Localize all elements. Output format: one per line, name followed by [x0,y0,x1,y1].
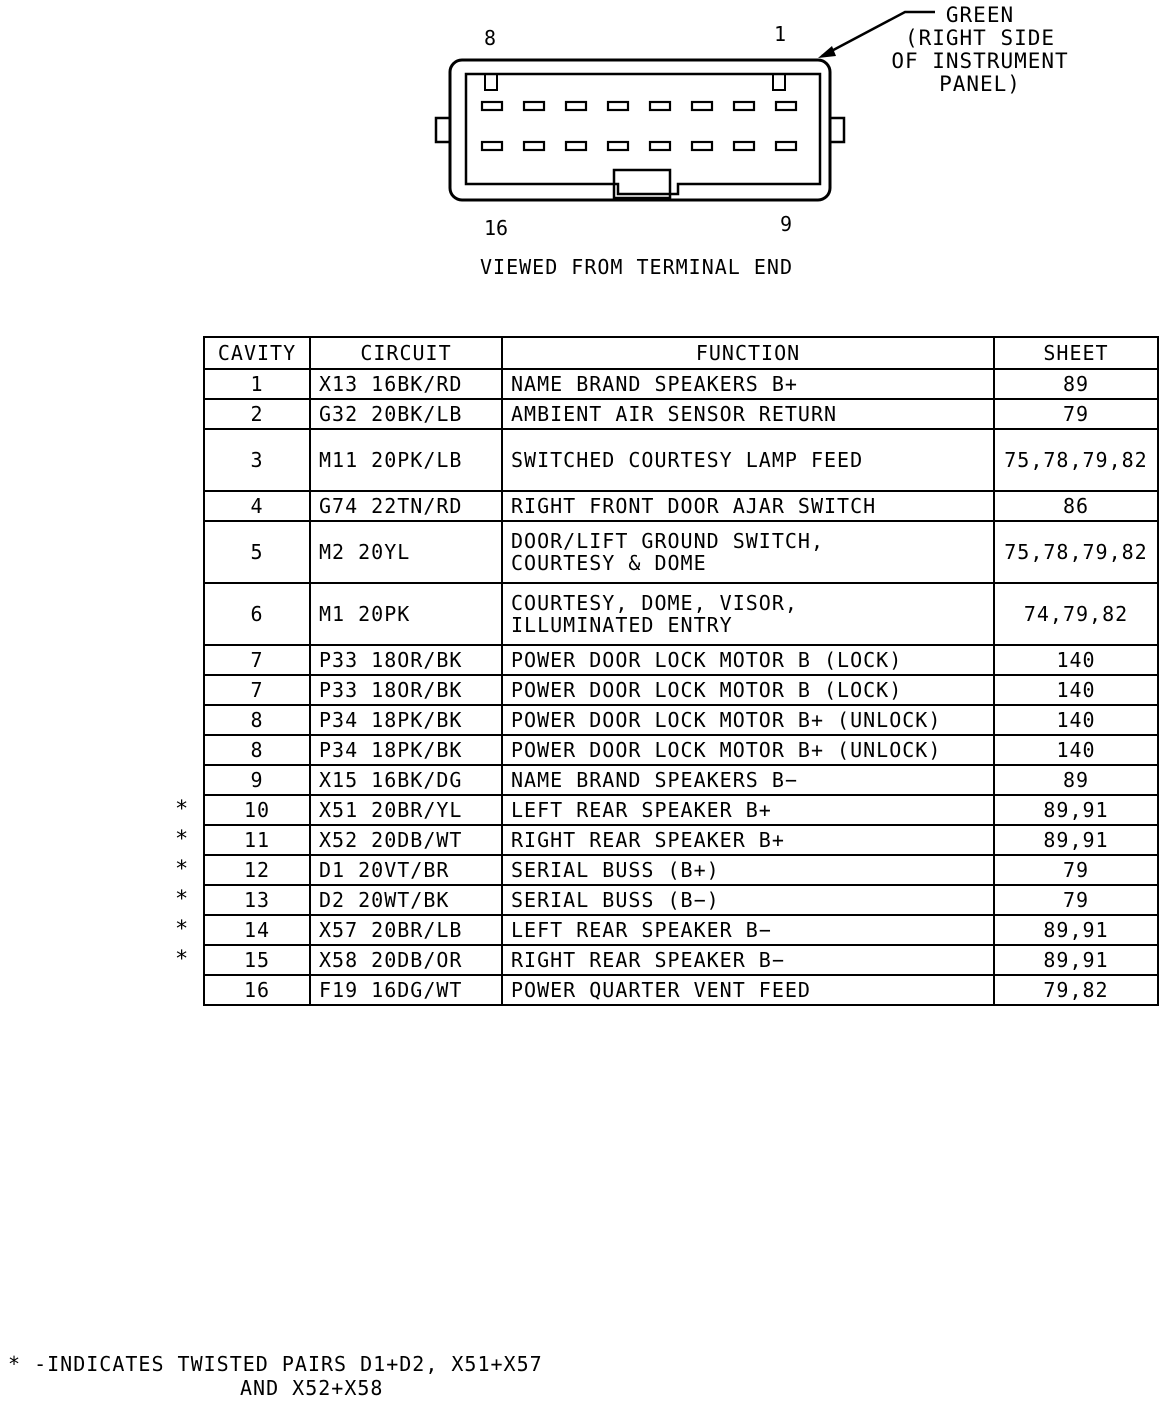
cavity-cell: 8 [204,705,310,735]
function-cell: RIGHT FRONT DOOR AJAR SWITCH [502,491,994,521]
table-body [204,369,1158,1005]
pin-label-bottom-left: 16 [484,216,509,240]
footnote [8,1352,543,1400]
table-row [204,429,1158,491]
twisted-pair-marker: * [175,917,189,942]
cavity-cell: 1 [204,369,310,399]
sheet-cell: 140 [994,705,1158,735]
circuit-cell: X15 16BK/DG [310,765,502,795]
table-row [204,583,1158,645]
cavity-cell: 11 [204,825,310,855]
footnote-line: AND X52+X58 [240,1376,384,1400]
cavity-table [203,336,1159,1006]
circuit-cell: M2 20YL [310,521,502,583]
footnote-line: * -INDICATES TWISTED PAIRS D1+D2, X51+X57 [8,1352,543,1376]
cavity-cell: 9 [204,765,310,795]
function-cell: POWER QUARTER VENT FEED [502,975,994,1005]
table-row [204,705,1158,735]
sheet-cell: 75,78,79,82 [994,429,1158,491]
sheet-cell: 79,82 [994,975,1158,1005]
cavity-cell: 14 [204,915,310,945]
sheet-cell: 79 [994,855,1158,885]
sheet-cell: 89 [994,369,1158,399]
header-cavity: CAVITY [204,337,310,369]
function-cell: POWER DOOR LOCK MOTOR B+ (UNLOCK) [502,735,994,765]
circuit-cell: X13 16BK/RD [310,369,502,399]
sheet-cell: 86 [994,491,1158,521]
table-row [204,521,1158,583]
header-function: FUNCTION [502,337,994,369]
twisted-pair-marker: * [175,797,189,822]
sheet-cell: 74,79,82 [994,583,1158,645]
sheet-cell: 79 [994,399,1158,429]
twisted-pair-marker: * [175,887,189,912]
cavity-cell: 6 [204,583,310,645]
cavity-cell: 13 [204,885,310,915]
circuit-cell: F19 16DG/WT [310,975,502,1005]
circuit-cell: G32 20BK/LB [310,399,502,429]
table-row [204,975,1158,1005]
sheet-cell: 140 [994,675,1158,705]
terminal-row-bottom [482,142,796,150]
sheet-cell: 89 [994,765,1158,795]
connector-latch-right [830,118,844,142]
function-cell: POWER DOOR LOCK MOTOR B (LOCK) [502,645,994,675]
table-row [204,645,1158,675]
circuit-cell: X51 20BR/YL [310,795,502,825]
function-cell: SWITCHED COURTESY LAMP FEED [502,429,994,491]
twisted-pair-marker: * [175,857,189,882]
circuit-cell: D2 20WT/BK [310,885,502,915]
function-cell: NAME BRAND SPEAKERS B+ [502,369,994,399]
table-row [204,765,1158,795]
circuit-cell: M11 20PK/LB [310,429,502,491]
cavity-cell: 10 [204,795,310,825]
circuit-cell: X58 20DB/OR [310,945,502,975]
connector-post-right [773,74,785,90]
function-cell: RIGHT REAR SPEAKER B− [502,945,994,975]
function-cell: DOOR/LIFT GROUND SWITCH, COURTESY & DOME [502,521,994,583]
circuit-cell: G74 22TN/RD [310,491,502,521]
table-header-row [204,337,1158,369]
table-row [204,825,1158,855]
circuit-cell: P33 18OR/BK [310,645,502,675]
sheet-cell: 140 [994,735,1158,765]
sheet-cell: 79 [994,885,1158,915]
sheet-cell: 89,91 [994,825,1158,855]
header-sheet: SHEET [994,337,1158,369]
cavity-cell: 16 [204,975,310,1005]
circuit-cell: P34 18PK/BK [310,735,502,765]
connector-inner-outline [466,74,820,194]
connector-post-left [485,74,497,90]
callout-line: PANEL) [939,72,1021,96]
callout-arrowhead [818,46,836,58]
cavity-cell: 12 [204,855,310,885]
pin-label-top-left: 8 [484,26,497,50]
function-cell: COURTESY, DOME, VISOR, ILLUMINATED ENTRY [502,583,994,645]
twisted-pair-marker: * [175,827,189,852]
circuit-cell: M1 20PK [310,583,502,645]
table-row [204,369,1158,399]
sheet-cell: 89,91 [994,795,1158,825]
table-row [204,735,1158,765]
cavity-cell: 7 [204,675,310,705]
function-cell: SERIAL BUSS (B+) [502,855,994,885]
cavity-cell: 3 [204,429,310,491]
terminal-row-top [482,102,796,110]
function-cell: LEFT REAR SPEAKER B− [502,915,994,945]
sheet-cell: 89,91 [994,915,1158,945]
callout-line: GREEN [945,3,1015,27]
cavity-cell: 7 [204,645,310,675]
table-row [204,491,1158,521]
circuit-cell: P33 18OR/BK [310,675,502,705]
callout-line: OF INSTRUMENT [891,49,1069,73]
view-caption: VIEWED FROM TERMINAL END [480,255,793,279]
circuit-cell: X57 20BR/LB [310,915,502,945]
cavity-cell: 8 [204,735,310,765]
table-row [204,795,1158,825]
circuit-cell: D1 20VT/BR [310,855,502,885]
function-cell: POWER DOOR LOCK MOTOR B+ (UNLOCK) [502,705,994,735]
cavity-cell: 4 [204,491,310,521]
header-circuit: CIRCUIT [310,337,502,369]
circuit-cell: P34 18PK/BK [310,705,502,735]
callout-line: (RIGHT SIDE [904,26,1056,50]
sheet-cell: 75,78,79,82 [994,521,1158,583]
function-cell: AMBIENT AIR SENSOR RETURN [502,399,994,429]
sheet-cell: 89,91 [994,945,1158,975]
pin-label-bottom-right: 9 [780,212,793,236]
function-cell: RIGHT REAR SPEAKER B+ [502,825,994,855]
sheet-cell: 140 [994,645,1158,675]
cavity-cell: 5 [204,521,310,583]
function-cell: NAME BRAND SPEAKERS B− [502,765,994,795]
twisted-pair-marker: * [175,947,189,972]
table-row [204,915,1158,945]
cavity-cell: 15 [204,945,310,975]
connector-latch-left [436,118,450,142]
circuit-cell: X52 20DB/WT [310,825,502,855]
pin-label-top-right: 1 [774,22,787,46]
cavity-cell: 2 [204,399,310,429]
function-cell: LEFT REAR SPEAKER B+ [502,795,994,825]
table-row [204,885,1158,915]
connector-color-callout [880,4,1080,96]
function-cell: POWER DOOR LOCK MOTOR B (LOCK) [502,675,994,705]
table-row [204,945,1158,975]
table-row [204,675,1158,705]
table-row [204,399,1158,429]
table-row [204,855,1158,885]
function-cell: SERIAL BUSS (B−) [502,885,994,915]
